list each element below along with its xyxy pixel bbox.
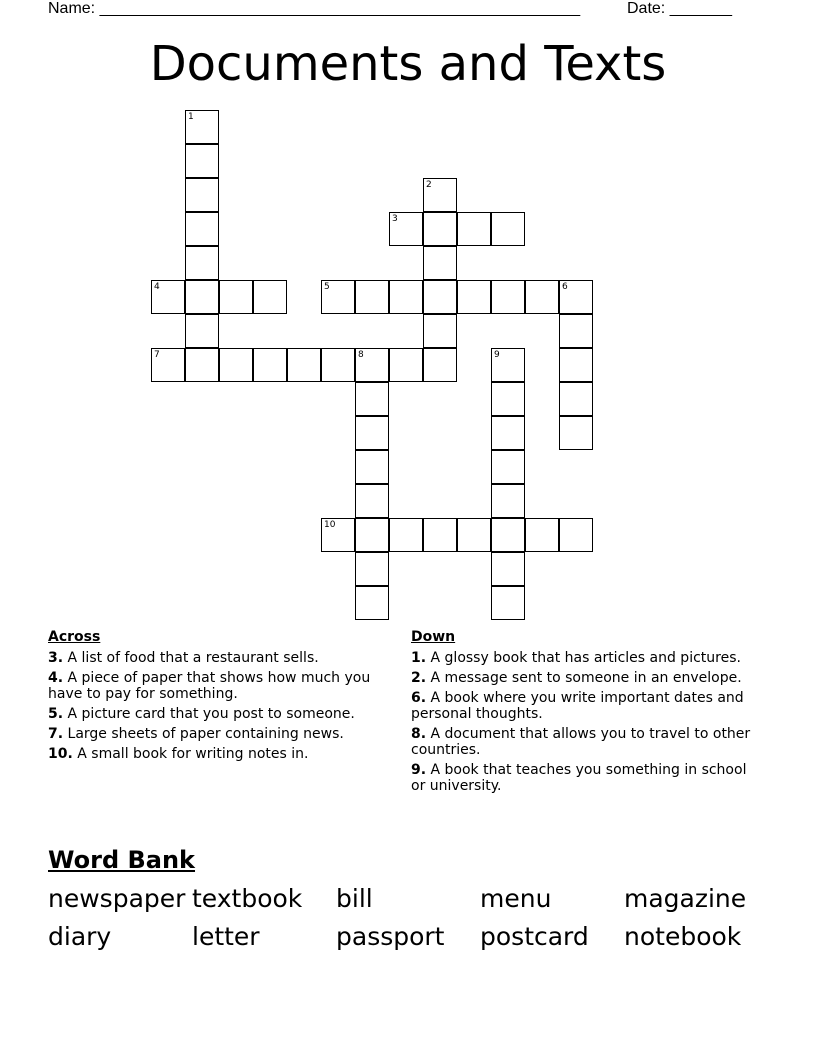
word-bank-word: notebook	[624, 922, 742, 951]
crossword-cell[interactable]	[355, 586, 389, 620]
clue-number: 9.	[411, 762, 427, 778]
across-clues	[48, 629, 388, 766]
cell-number: 1	[188, 112, 194, 122]
word-bank-word: bill	[336, 884, 373, 913]
crossword-cell[interactable]	[559, 416, 593, 450]
crossword-cell[interactable]	[253, 348, 287, 382]
crossword-cell[interactable]	[355, 382, 389, 416]
clue-number: 7.	[48, 726, 64, 742]
clue-text: Large sheets of paper containing news.	[67, 726, 344, 742]
crossword-cell[interactable]	[525, 280, 559, 314]
clue-number: 2.	[411, 670, 427, 686]
clue-text: A small book for writing notes in.	[77, 746, 309, 762]
crossword-cell[interactable]	[185, 246, 219, 280]
word-bank-word: postcard	[480, 922, 589, 951]
crossword-cell[interactable]	[457, 280, 491, 314]
crossword-cell[interactable]	[389, 348, 423, 382]
crossword-cell[interactable]	[219, 348, 253, 382]
clue-number: 10.	[48, 746, 73, 762]
cell-number: 4	[154, 282, 160, 292]
cell-number: 8	[358, 350, 364, 360]
crossword-cell[interactable]	[491, 450, 525, 484]
cell-number: 5	[324, 282, 330, 292]
down-clue	[411, 690, 751, 722]
name-field-label: Name: ______________________________________________________	[48, 0, 581, 17]
crossword-cell[interactable]	[457, 518, 491, 552]
crossword-cell[interactable]	[525, 518, 559, 552]
word-bank-title: Word Bank	[48, 846, 196, 874]
page-title: Documents and Texts	[149, 36, 667, 92]
crossword-cell[interactable]	[185, 144, 219, 178]
crossword-cell[interactable]	[355, 416, 389, 450]
clue-text: A glossy book that has articles and pictures.	[430, 650, 741, 666]
clue-text: A book that teaches you something in school or university.	[411, 762, 747, 794]
crossword-cell[interactable]	[185, 280, 219, 314]
cell-number: 2	[426, 180, 432, 190]
down-clues	[411, 629, 751, 798]
crossword-cell[interactable]	[423, 246, 457, 280]
crossword-cell[interactable]	[491, 518, 525, 552]
crossword-cell[interactable]	[491, 586, 525, 620]
clue-number: 1.	[411, 650, 427, 666]
crossword-cell[interactable]	[423, 348, 457, 382]
word-bank-word: diary	[48, 922, 112, 951]
crossword-cell[interactable]	[389, 212, 423, 246]
crossword-cell[interactable]	[423, 212, 457, 246]
crossword-cell[interactable]	[321, 348, 355, 382]
crossword-cell[interactable]	[423, 518, 457, 552]
crossword-cell[interactable]	[491, 416, 525, 450]
crossword-cell[interactable]	[457, 212, 491, 246]
clue-number: 4.	[48, 670, 64, 686]
crossword-cell[interactable]	[559, 518, 593, 552]
clue-text: A list of food that a restaurant sells.	[67, 650, 319, 666]
clue-text: A document that allows you to travel to other countries.	[411, 726, 751, 758]
clue-number: 8.	[411, 726, 427, 742]
crossword-cell[interactable]	[287, 348, 321, 382]
down-clue	[411, 670, 751, 686]
crossword-cell[interactable]	[491, 348, 525, 382]
down-heading: Down	[411, 629, 456, 645]
crossword-cell[interactable]	[559, 280, 593, 314]
across-clue	[48, 726, 388, 742]
crossword-cell[interactable]	[151, 348, 185, 382]
word-bank-word: textbook	[192, 884, 303, 913]
crossword-cell[interactable]	[321, 280, 355, 314]
crossword-cell[interactable]	[355, 518, 389, 552]
crossword-cell[interactable]	[185, 348, 219, 382]
date-field-label: Date: _______	[627, 0, 732, 17]
crossword-cell[interactable]	[219, 280, 253, 314]
crossword-cell[interactable]	[491, 280, 525, 314]
crossword-cell[interactable]	[355, 450, 389, 484]
crossword-cell[interactable]	[491, 382, 525, 416]
cell-number: 9	[494, 350, 500, 360]
crossword-cell[interactable]	[491, 552, 525, 586]
clue-text: A message sent to someone in an envelope.	[430, 670, 742, 686]
word-bank-word: letter	[192, 922, 260, 951]
crossword-cell[interactable]	[559, 348, 593, 382]
down-clue	[411, 762, 751, 794]
across-clue	[48, 670, 388, 702]
crossword-cell[interactable]	[185, 178, 219, 212]
down-clue	[411, 650, 751, 666]
crossword-cell[interactable]	[185, 314, 219, 348]
crossword-cell[interactable]	[355, 484, 389, 518]
crossword-cell[interactable]	[321, 518, 355, 552]
crossword-cell[interactable]	[559, 314, 593, 348]
crossword-cell[interactable]	[355, 280, 389, 314]
word-bank-word: newspaper	[48, 884, 186, 913]
word-bank-word: passport	[336, 922, 445, 951]
word-bank-word: magazine	[624, 884, 747, 913]
cell-number: 10	[324, 520, 336, 530]
cell-number: 6	[562, 282, 568, 292]
crossword-cell[interactable]	[185, 110, 219, 144]
clue-text: A picture card that you post to someone.	[67, 706, 355, 722]
across-clue	[48, 650, 388, 666]
clue-number: 5.	[48, 706, 64, 722]
crossword-cell[interactable]	[423, 314, 457, 348]
crossword-cell[interactable]	[253, 280, 287, 314]
clue-number: 6.	[411, 690, 427, 706]
crossword-cell[interactable]	[423, 178, 457, 212]
cell-number: 3	[392, 214, 398, 224]
crossword-cell[interactable]	[491, 484, 525, 518]
down-clue	[411, 726, 751, 758]
crossword-cell[interactable]	[423, 280, 457, 314]
crossword-cell[interactable]	[559, 382, 593, 416]
across-heading: Across	[48, 629, 101, 645]
crossword-cell[interactable]	[151, 280, 185, 314]
crossword-cell[interactable]	[389, 518, 423, 552]
clue-text: A book where you write important dates and personal thoughts.	[411, 690, 744, 722]
clue-number: 3.	[48, 650, 64, 666]
clue-text: A piece of paper that shows how much you have to pay for something.	[48, 670, 371, 702]
crossword-cell[interactable]	[491, 212, 525, 246]
across-clue	[48, 746, 388, 762]
crossword-cell[interactable]	[355, 552, 389, 586]
crossword-cell[interactable]	[355, 348, 389, 382]
cell-number: 7	[154, 350, 160, 360]
word-bank-word: menu	[480, 884, 552, 913]
across-clue	[48, 706, 388, 722]
crossword-cell[interactable]	[389, 280, 423, 314]
crossword-cell[interactable]	[185, 212, 219, 246]
